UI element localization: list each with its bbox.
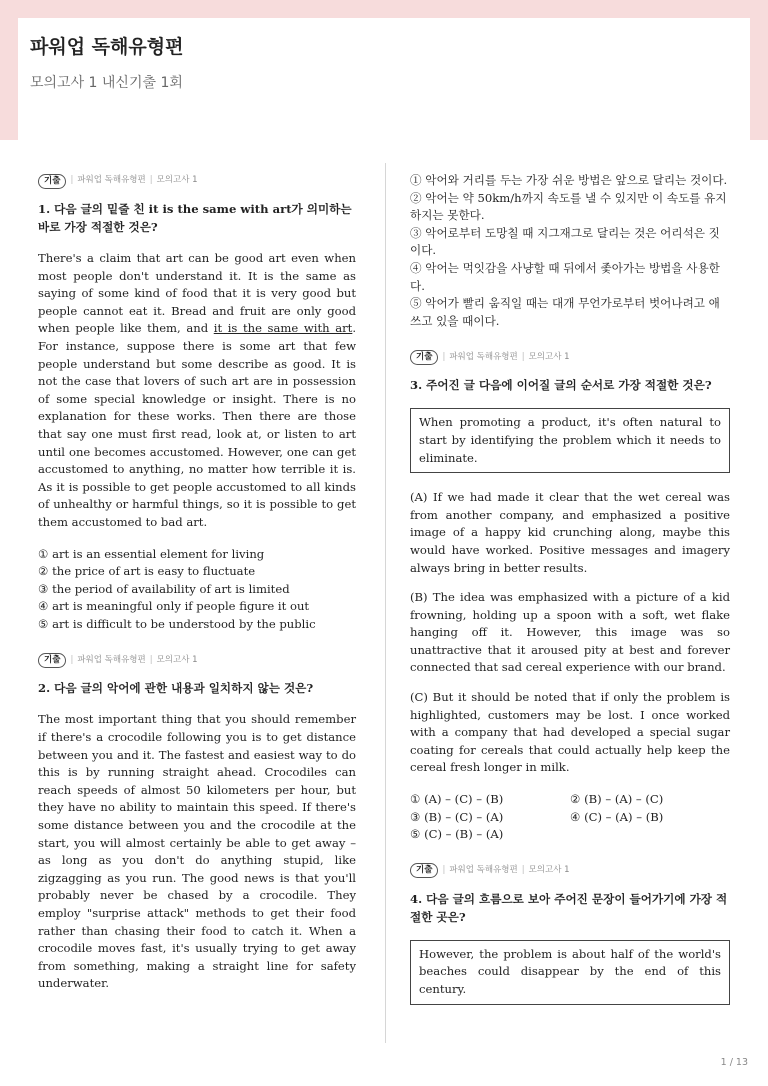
given-sentence-box: However, the problem is about half of the world's beaches could disappear by the end of this century. bbox=[410, 940, 730, 1005]
choice-3[interactable]: ③ the period of availability of art is limited bbox=[38, 581, 290, 596]
question-2-title: 2. 다음 글의 악어에 관한 내용과 일치하지 않는 것은? bbox=[38, 681, 314, 696]
question-1-choices bbox=[38, 546, 356, 634]
choice-1[interactable]: ① art is an essential element for living bbox=[38, 546, 265, 561]
tag-separator: | bbox=[521, 351, 525, 362]
choice-3[interactable]: ③ 악어로부터 도망칠 때 지그재그로 달리는 것은 어리석은 짓이다. bbox=[410, 225, 720, 258]
choice-3[interactable]: ③ (B) – (C) – (A) bbox=[410, 809, 504, 824]
tag-exam: 모의고사 1 bbox=[156, 175, 198, 186]
tag-book: 파워업 독해유형편 bbox=[77, 654, 146, 665]
tag-exam: 모의고사 1 bbox=[528, 351, 570, 362]
tag-separator: | bbox=[442, 865, 446, 876]
tag-separator: | bbox=[149, 175, 153, 186]
tag-separator: | bbox=[149, 654, 153, 665]
question-2-choices bbox=[410, 172, 730, 330]
tag-book: 파워업 독해유형편 bbox=[449, 351, 518, 362]
question-tag bbox=[410, 348, 730, 366]
given-sentence-box: When promoting a product, it's often natural to start by identifying the problem which it needs to eliminate. bbox=[410, 408, 730, 473]
passage-text: There's a claim that art can be good art even when most people don't understand it. It is the same as saying of some kind of food that it is very good but people cannot eat it. Bread and fruit are only good when people like them, and bbox=[38, 251, 356, 336]
tag-exam: 모의고사 1 bbox=[156, 654, 198, 665]
question-1-title: 1. 다음 글의 밑줄 친 it is the same with art가 의미하는 바로 가장 적절한 것은? bbox=[38, 202, 352, 234]
choice-2[interactable]: ② the price of art is easy to fluctuate bbox=[38, 564, 256, 579]
choice-4[interactable]: ④ 악어는 먹잇감을 사냥할 때 뒤에서 좇아가는 방법을 사용한다. bbox=[410, 260, 720, 293]
question-3-title: 3. 주어진 글 다음에 이어질 글의 순서로 가장 적절한 것은? bbox=[410, 378, 712, 393]
paragraph-a: (A) If we had made it clear that the wet cereal was from another company, and emphasized a positive image of a happy kid crunching along, maybe this would have worked. Positive messages and imagery always bring in better results. bbox=[410, 490, 730, 575]
source-badge: 기출 bbox=[38, 174, 66, 189]
tag-exam: 모의고사 1 bbox=[528, 865, 570, 876]
right-column bbox=[410, 172, 730, 1021]
choice-2[interactable]: ② 악어는 약 50km/h까지 속도를 낼 수 있지만 이 속도를 유지하지는 못한다. bbox=[410, 190, 727, 223]
paragraph-c: (C) But it should be noted that if only the problem is highlighted, customers may be lost. I once worked with a company that had developed a special sugar coating for cereals that could actually help keep the cereal fresh longer in milk. bbox=[410, 690, 730, 775]
choice-1[interactable]: ① (A) – (C) – (B) bbox=[410, 792, 504, 807]
page-number: 1 / 13 bbox=[720, 1057, 748, 1068]
choice-4[interactable]: ④ (C) – (A) – (B) bbox=[570, 809, 664, 824]
tag-book: 파워업 독해유형편 bbox=[449, 865, 518, 876]
choice-4[interactable]: ④ art is meaningful only if people figure it out bbox=[38, 599, 310, 614]
choice-2[interactable]: ② (B) – (A) – (C) bbox=[570, 792, 664, 807]
tag-book: 파워업 독해유형편 bbox=[77, 175, 146, 186]
spacer bbox=[38, 633, 356, 651]
column-divider bbox=[385, 163, 386, 1043]
question-3-choices bbox=[410, 791, 730, 844]
document-title: 파워업 독해유형편 bbox=[30, 36, 184, 58]
source-badge: 기출 bbox=[38, 653, 66, 668]
question-tag bbox=[410, 862, 730, 880]
source-badge: 기출 bbox=[410, 863, 438, 878]
passage-text: . For instance, suppose there is some art that few people understand but some describe as good. It is not the case that lovers of such art are in possession of some special knowledge or insight. There is no explanation for these works. Then there are those that say one must first read, look at, or listen to art until one becomes accustomed. However, one can get accustomed to anything, no matter how terrible it is. As it is possible to get people accustomed to all kinds of unhealthy or harmful things, so it is possible to get them accustomed to bad art. bbox=[38, 321, 357, 529]
choice-5[interactable]: ⑤ (C) – (B) – (A) bbox=[410, 827, 504, 842]
question-4-title: 4. 다음 글의 흐름으로 보아 주어진 문장이 들어가기에 가장 적절한 곳은? bbox=[410, 891, 728, 924]
question-tag bbox=[38, 172, 356, 190]
spacer bbox=[410, 844, 730, 862]
left-column bbox=[38, 172, 356, 993]
question-tag bbox=[38, 651, 356, 669]
choice-5[interactable]: ⑤ 악어가 빨리 움직일 때는 대개 무언가로부터 벗어나려고 애쓰고 있을 때이다. bbox=[410, 296, 720, 328]
choice-1[interactable]: ① 악어와 거리를 두는 가장 쉬운 방법은 앞으로 달리는 것이다. bbox=[410, 173, 728, 187]
question-1-passage bbox=[38, 250, 356, 532]
question-2-passage: The most important thing that you should remember if there's a crocodile following you is to get distance between you and it. The fastest and easiest way to do this is by running straight ahead. Crocodiles can reach speeds of almost 50 kilometers per hour, but they have no ability to maintain this speed. If there's some distance between you and the crocodile at the start, you will almost certainly be able to get away – as long as you don't do anything stupid, like zigzagging as you run. The good news is that you'll probably never be chased by a crocodile. They employ "surprise attack" methods to get their food rather than chasing their food to catch it. When a crocodile moves fast, it's usually trying to get away from something, making a straight line for safety underwater. bbox=[38, 712, 356, 991]
tag-separator: | bbox=[70, 175, 74, 186]
tag-separator: | bbox=[521, 865, 525, 876]
choice-5[interactable]: ⑤ art is difficult to be understood by the public bbox=[38, 616, 316, 631]
paragraph-b: (B) The idea was emphasized with a picture of a kid frowning, holding up a spoon with a soft, wet flake hanging off it. However, this image was so unattractive that it aroused pity at best and forever connected that sad cereal experience with our brand. bbox=[410, 590, 730, 675]
source-badge: 기출 bbox=[410, 350, 438, 365]
tag-separator: | bbox=[442, 351, 446, 362]
spacer bbox=[410, 330, 730, 348]
document-subtitle: 모의고사 1 내신기출 1회 bbox=[30, 75, 183, 91]
underlined-phrase: it is the same with art bbox=[213, 321, 353, 336]
tag-separator: | bbox=[70, 654, 74, 665]
